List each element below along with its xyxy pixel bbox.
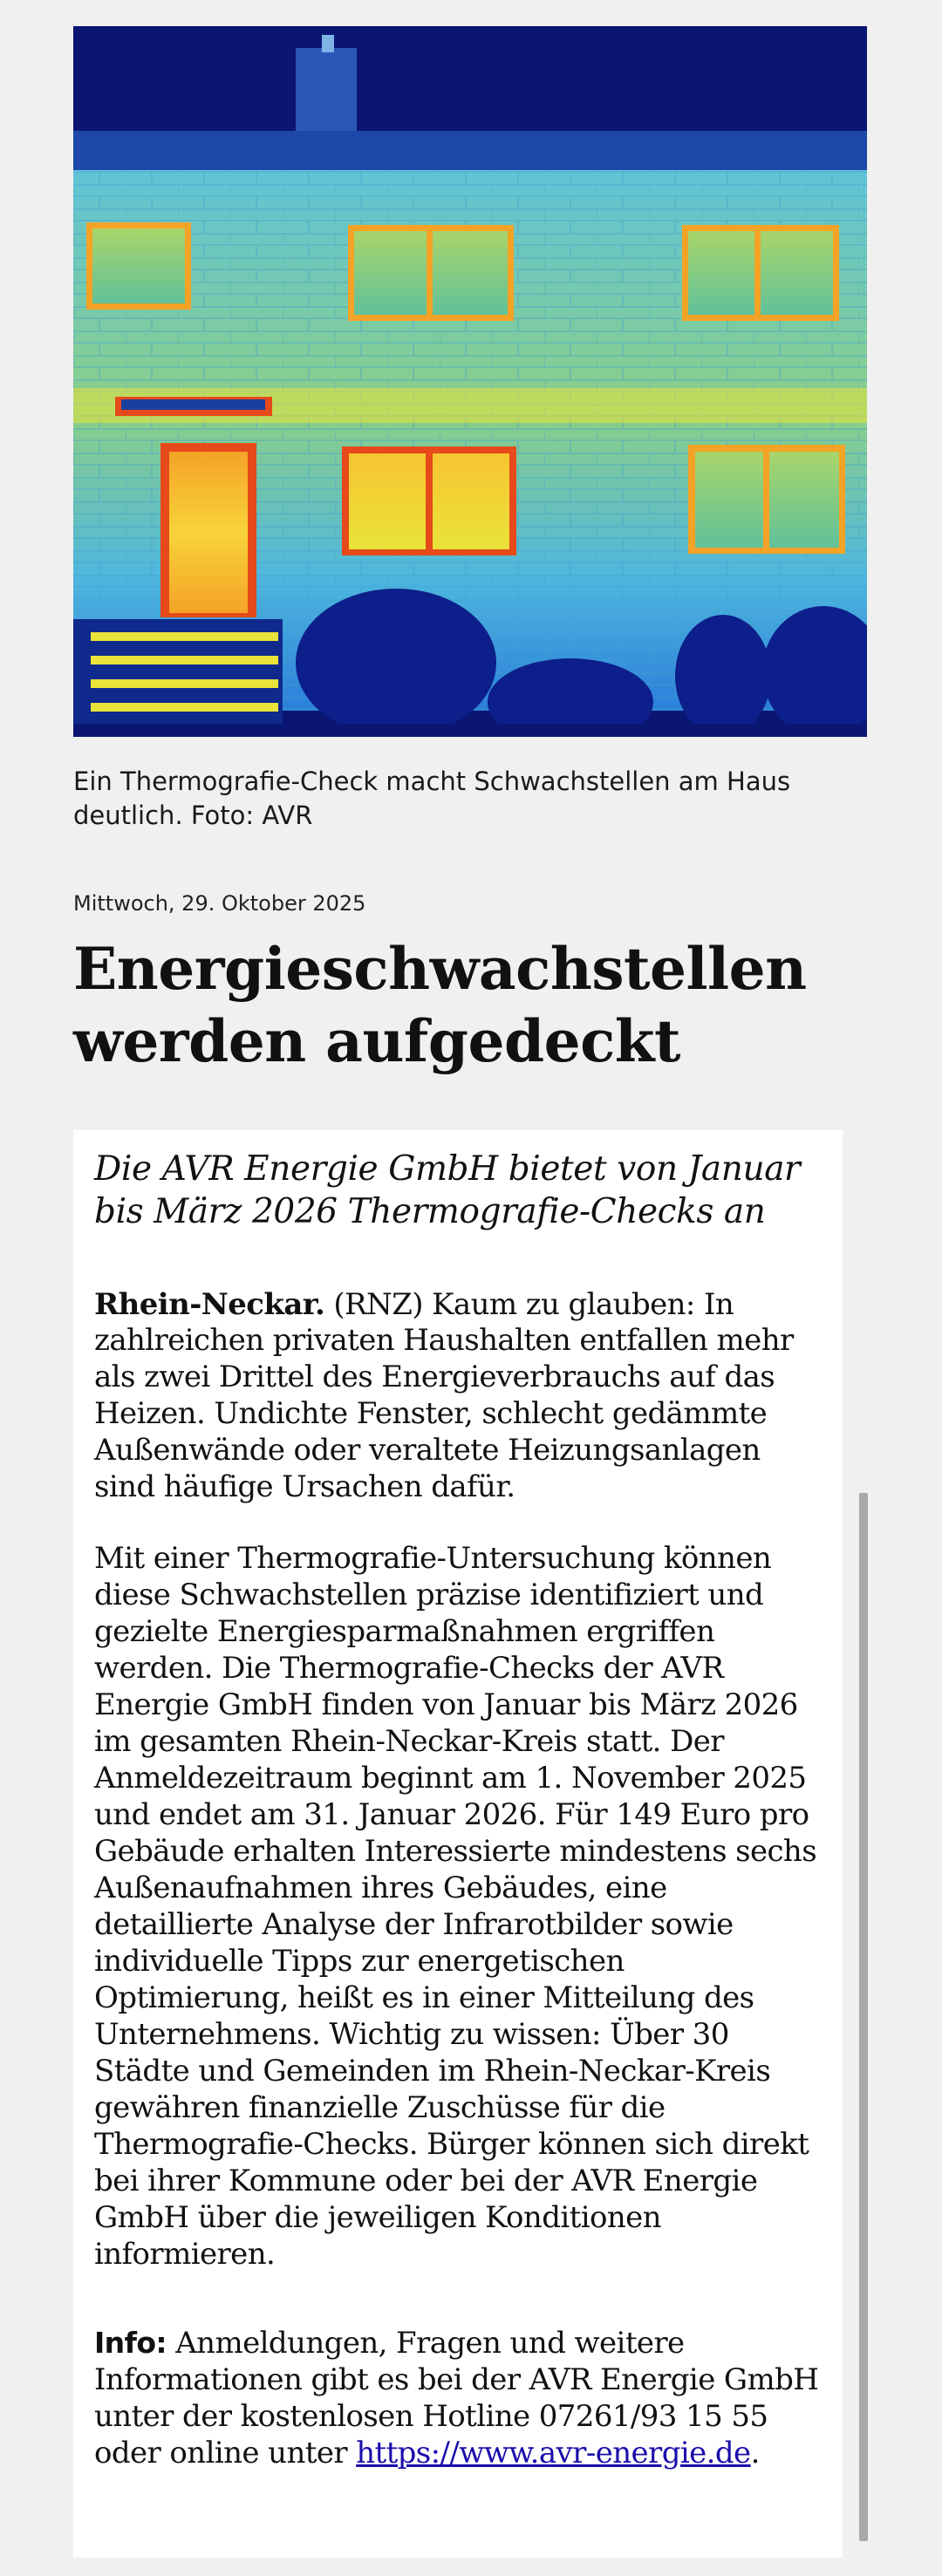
article-headline: Energieschwachstellen werden aufgedeckt [73,935,807,1075]
article-dateline: Rhein-Neckar. [94,1287,325,1322]
publication-date: Mittwoch, 29. Oktober 2025 [73,891,366,916]
scrollbar[interactable] [859,1493,868,2541]
paragraph-1-rest: zahlreichen privaten Haushalten entfallen mehr als zwei Drittel des Energieverbrauchs auf das Heizen. Undichte Fenster, schlecht gedämmte Außenwände oder veraltete Heizungsanlagen sind häufige Ursachen dafür. [94,1323,794,1504]
info-end: . [750,2436,760,2470]
info-text: Anmeldungen, Fragen und weitere Informationen gibt es bei der AVR Energie GmbH unter der kostenlosen Hotline 07261/93 15 55 oder online unter [94,2326,819,2470]
article-lead: Die AVR Energie GmbH bietet von Januar bis März 2026 Thermografie-Checks an [94,1149,801,1231]
article-body [73,1130,843,2558]
article-info-paragraph [94,2325,827,2471]
paragraph-1-line1: (RNZ) Kaum zu glauben: In [324,1287,734,1322]
article-paragraph-2: Mit einer Thermografie-Untersuchung können diese Schwachstellen präzise identifiziert und gezielte Energiesparmaßnahmen ergriffen werden. Die Thermografie-Checks der AVR Energie GmbH finden von Januar bis März 2026 im gesamten Rhein-Neckar-Kreis statt. Der Anmeldezeitraum beginnt am 1. November 2025 und endet am 31. Januar 2026. Für 149 Euro pro Gebäude erhalten Interessierte mindestens sechs Außenaufnahmen ihres Gebäudes, eine detaillierte Analyse der Infrarotbilder sowie individuelle Tipps zur energetischen Optimierung, heißt es in einer Mitteilung des Unternehmens. Wichtig zu wissen: Über 30 Städte und Gemeinden im Rhein-Neckar-Kreis gewähren finanzielle Zuschüsse für die Thermografie-Checks. Bürger können sich direkt bei ihrer Kommune oder bei der AVR Energie GmbH über die jeweiligen Konditionen informieren. [94,1541,817,2272]
thermography-house-image [73,26,867,737]
article-paragraph-1 [94,1287,827,1505]
avr-website-link[interactable]: https://www.avr-energie.de [356,2436,751,2470]
info-label: Info: [94,2326,167,2360]
image-caption: Ein Thermografie-Check macht Schwachstellen am Haus deutlich. Foto: AVR [73,767,791,830]
